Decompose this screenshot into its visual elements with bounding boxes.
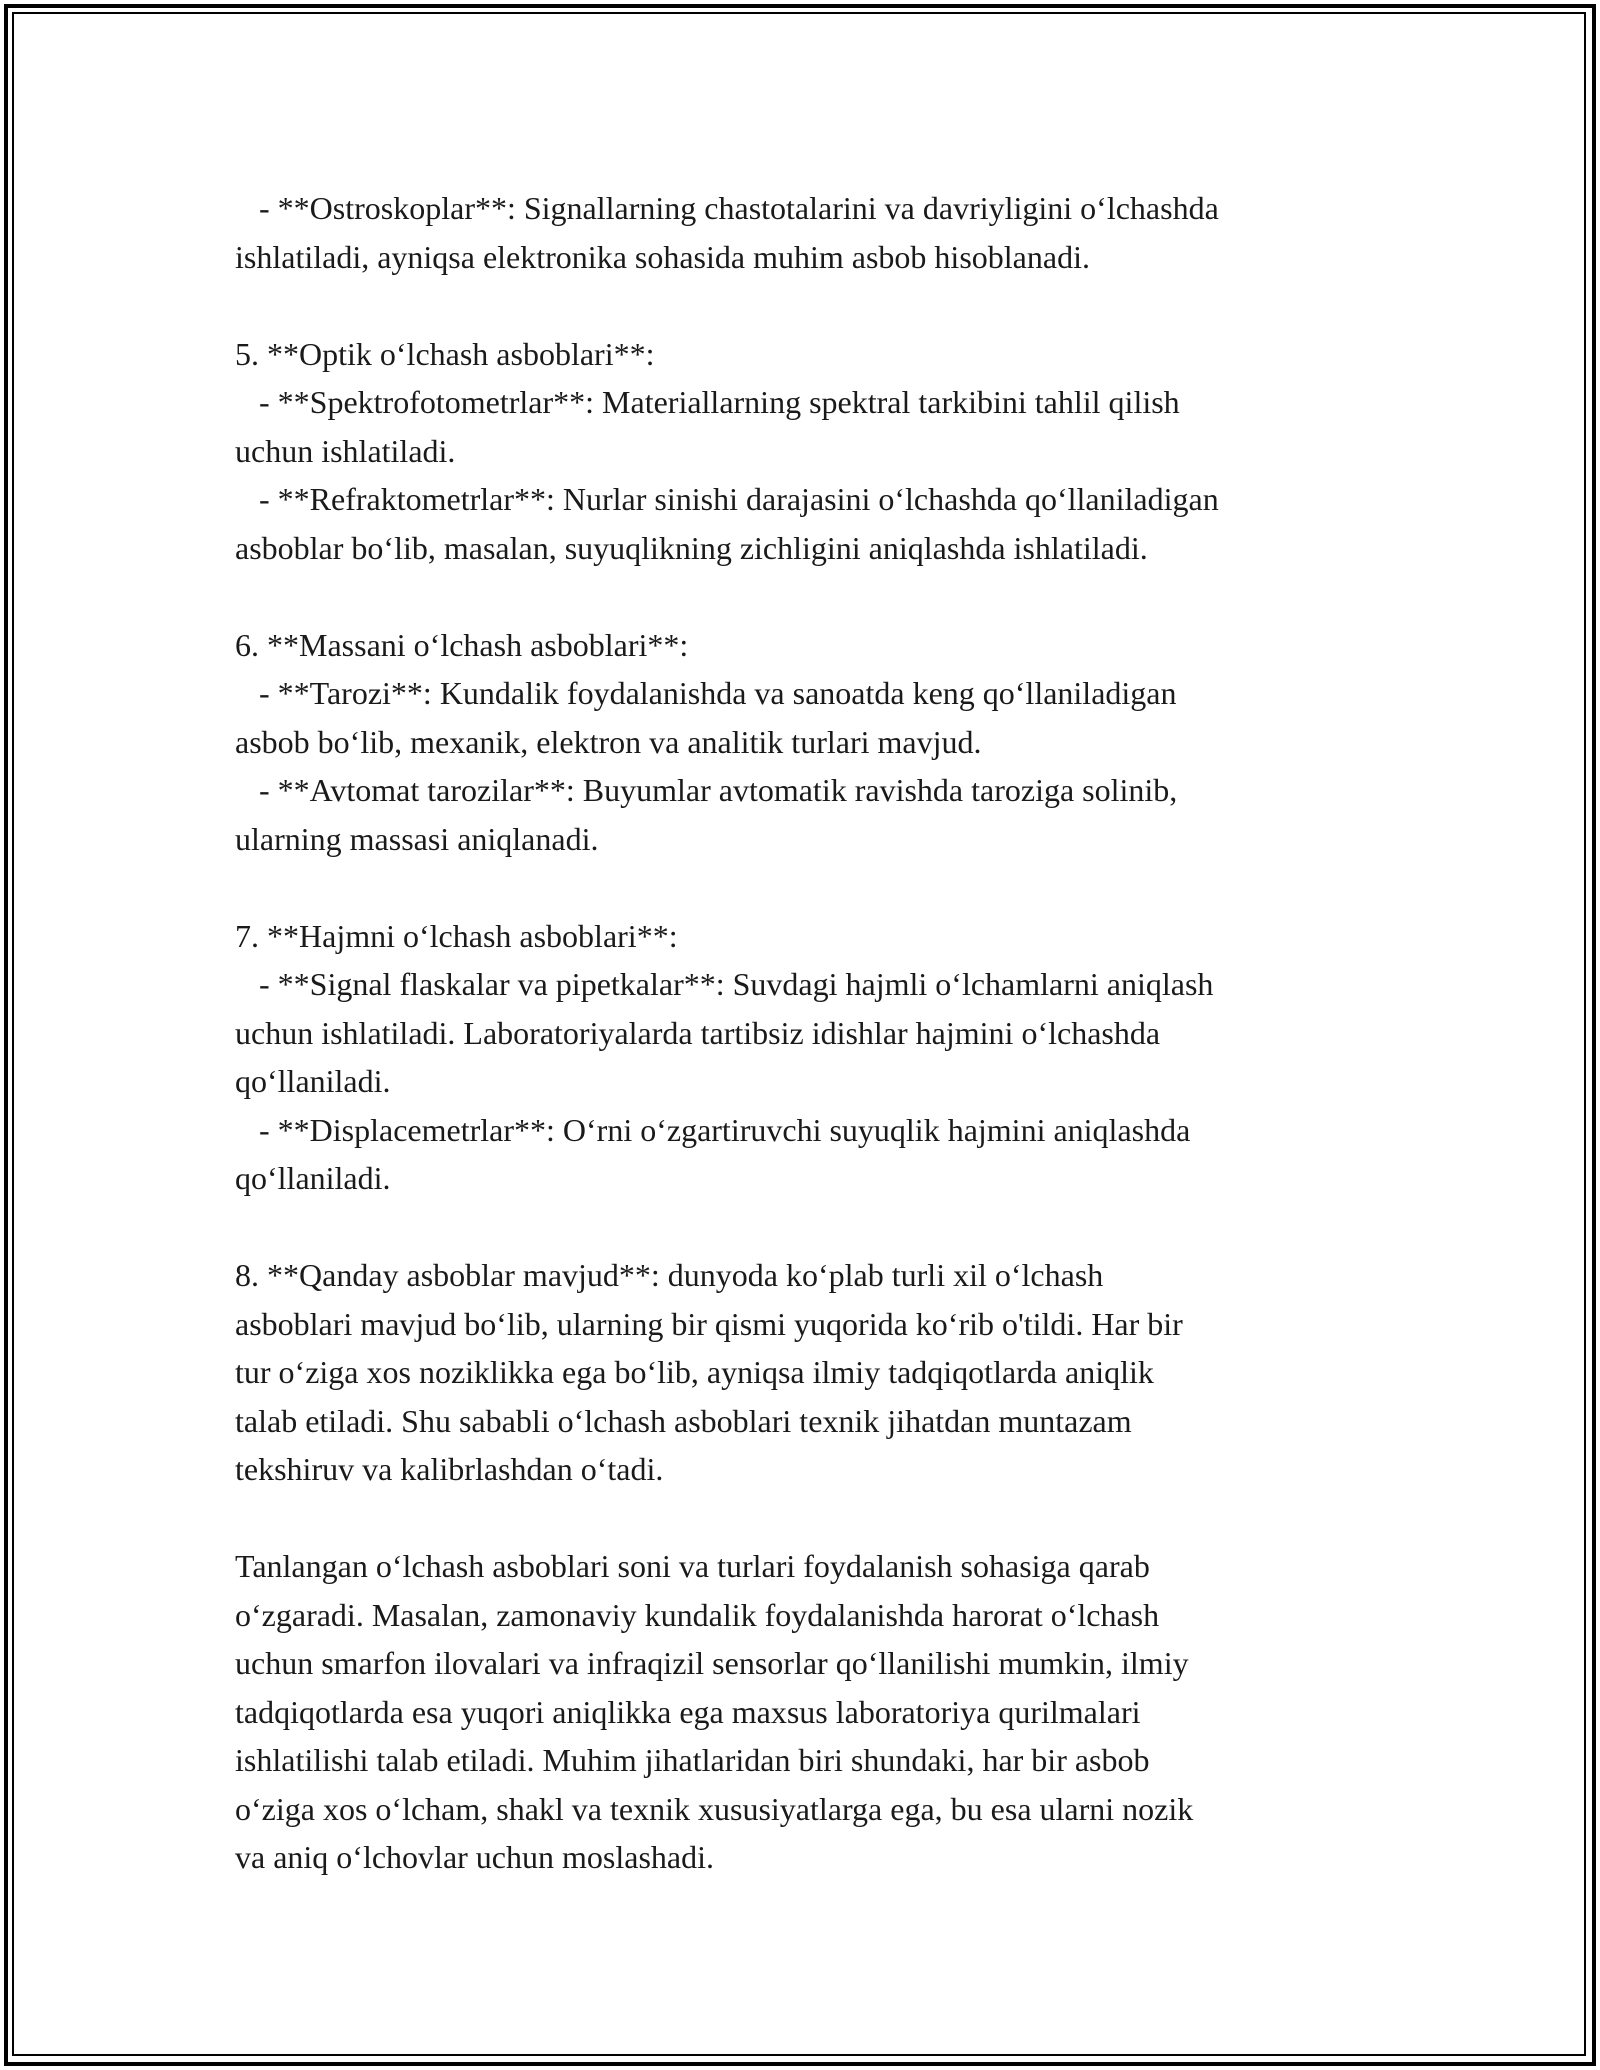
paragraph-oscilloscopes: - **Ostroskoplar**: Signallarning chastotalarini va davriyligini o‘lchashda ishlatiladi, ayniqsa elektronika sohasida muhim asbob hisoblanadi. bbox=[235, 190, 1219, 275]
blank-line bbox=[235, 1203, 1395, 1252]
paragraph-volume-instruments: 7. **Hajmni o‘lchash asboblari**: - **Signal flaskalar va pipetkalar**: Suvdagi hajmli o‘lchamlarni aniqlash uchun ishlatiladi. Laboratoriyalarda tartibsiz idishlar hajmini o‘lchashda qo‘llaniladi. - **Displacemetrlar**: O‘rni o‘zgartiruvchi suyuqlik hajmini aniqlashda qo‘llaniladi. bbox=[235, 917, 1214, 1196]
paragraph-available-instruments: 8. **Qanday asboblar mavjud**: dunyoda ko‘plab turli xil o‘lchash asboblari mavjud bo‘lib, ularning bir qismi yuqorida ko‘rib o'tildi. Har bir tur o‘ziga xos noziklikka ega bo‘lib, ayniqsa ilmiy tadqiqotlarda aniqlik talab etiladi. Shu sababli o‘lchash asboblari texnik jihatdan muntazam tekshiruv va kalibrlashdan o‘tadi. bbox=[235, 1257, 1183, 1487]
document-body bbox=[235, 184, 1395, 1882]
blank-line bbox=[235, 281, 1395, 330]
blank-line bbox=[235, 1494, 1395, 1543]
blank-line bbox=[235, 572, 1395, 621]
paragraph-mass-instruments: 6. **Massani o‘lchash asboblari**: - **Tarozi**: Kundalik foydalanishda va sanoatda keng qo‘llaniladigan asbob bo‘lib, mexanik, elektron va analitik turlari mavjud. - **Avtomat tarozilar**: Buyumlar avtomatik ravishda taroziga solinib, ularning massasi aniqlanadi. bbox=[235, 626, 1178, 857]
paragraph-conclusion: Tanlangan o‘lchash asboblari soni va turlari foydalanish sohasiga qarab o‘zgaradi. Masalan, zamonaviy kundalik foydalanishda harorat o‘lchash uchun smarfon ilovalari va infraqizil sensorlar qo‘llanilishi mumkin, ilmiy tadqiqotlarda esa yuqori aniqlikka ega maxsus laboratoriya qurilmalari ishlatilishi talab etiladi. Muhim jihatlaridan biri shundaki, har bir asbob o‘ziga xos o‘lcham, shakl va texnik xususiyatlarga ega, bu esa ularni nozik va aniq o‘lchovlar uchun moslashadi. bbox=[235, 1548, 1194, 1875]
blank-line bbox=[235, 863, 1395, 912]
paragraph-optical-instruments: 5. **Optik o‘lchash asboblari**: - **Spektrofotometrlar**: Materiallarning spektral tarkibini tahlil qilish uchun ishlatiladi. - **Refraktometrlar**: Nurlar sinishi darajasini o‘lchashda qo‘llaniladigan asboblar bo‘lib, masalan, suyuqlikning zichligini aniqlashda ishlatiladi. bbox=[235, 335, 1219, 566]
